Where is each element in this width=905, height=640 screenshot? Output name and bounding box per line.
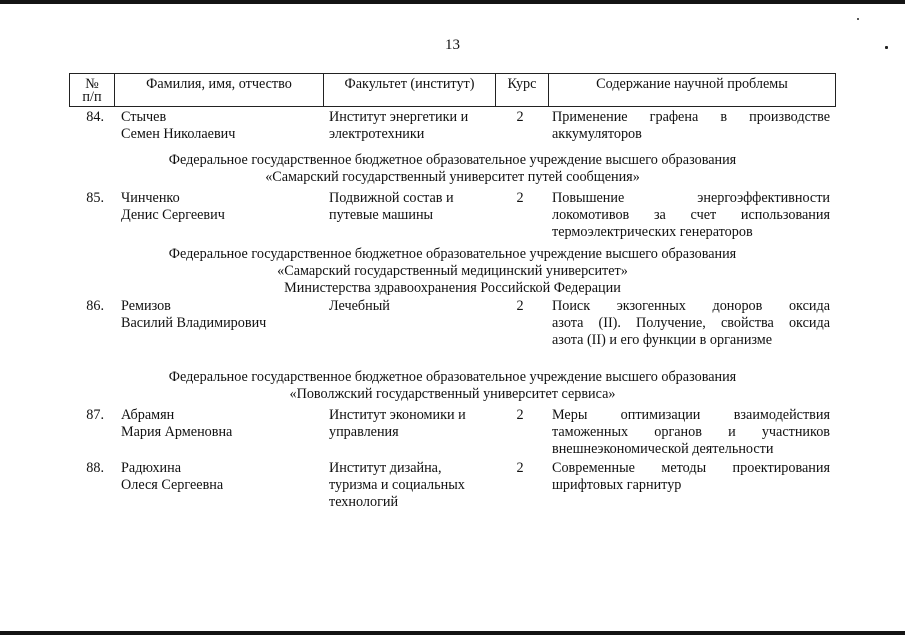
faculty-line: туризма и социальных [329,477,465,493]
student-name [121,109,235,143]
research-topic [552,190,830,241]
header-course-label: Курс [507,76,537,92]
name-line: Абрамян [121,407,175,423]
name-line: Мария Арменовна [121,424,233,440]
topic-line: Применение графена в производстве [552,109,830,125]
name-line: Денис Сергеевич [121,207,225,223]
row-number: 85. [86,190,104,206]
header-faculty-label: Факультет (институт) [344,76,475,92]
student-name [121,190,225,224]
topic-line: азота (II) и его функции в организме [552,332,773,348]
research-topic [552,109,830,143]
research-topic [552,298,830,349]
row-number: 86. [86,298,104,314]
student-name [121,298,266,332]
topic-line: Поиск экзогенных доноров оксида [552,298,830,314]
faculty [329,190,454,224]
topic-line: Современные методы проектирования [552,460,830,476]
student-name [121,407,232,441]
course: 2 [516,109,524,125]
faculty-line: Подвижной состав и [329,190,454,206]
faculty [329,109,468,143]
header-num-line-1: № [85,76,99,92]
course: 2 [516,407,524,423]
faculty-line: Институт дизайна, [329,460,442,476]
organization-line: Министерства здравоохранения Российской Федерации [284,280,621,296]
topic-line: внешнеэкономической деятельности [552,441,774,457]
name-line: Радюхина [121,460,182,476]
header-topic-label: Содержание научной проблемы [596,76,788,92]
faculty-line: технологий [329,494,399,510]
organization-line: Федеральное государственное бюджетное образовательное учреждение высшего образования [168,246,737,262]
name-line: Чинченко [121,190,180,206]
topic-line: шрифтовых гарнитур [552,477,682,493]
header-fio [115,74,324,107]
organization-line: Федеральное государственное бюджетное образовательное учреждение высшего образования [168,369,737,385]
organization-line: «Поволжский государственный университет сервиса» [289,386,616,402]
faculty-line: Лечебный [329,298,390,314]
name-line: Ремизов [121,298,171,314]
page-number: 13 [445,37,460,53]
header-course [496,74,549,107]
scan-speck [857,18,859,20]
header-fio-label: Фамилия, имя, отчество [146,76,292,92]
name-line: Стычев [121,109,167,125]
faculty [329,298,390,315]
topic-line: термоэлектрических генераторов [552,224,753,240]
student-name [121,460,223,494]
name-line: Олеся Сергеевна [121,477,224,493]
faculty-line: электротехники [329,126,425,142]
course: 2 [516,298,524,314]
topic-line: аккумуляторов [552,126,642,142]
header-num [70,74,115,107]
faculty-line: путевые машины [329,207,434,223]
faculty [329,460,465,511]
faculty [329,407,466,441]
topic-line: таможенных органов и участников [552,424,830,440]
header-topic [549,74,836,107]
topic-line: Меры оптимизации взаимодействия [552,407,830,423]
faculty-line: Институт экономики и [329,407,466,423]
course: 2 [516,190,524,206]
header-num-line-2: п/п [82,89,102,105]
faculty-line: Институт энергетики и [329,109,469,125]
faculty-line: управления [329,424,399,440]
topic-line: локомотивов за счет использования [552,207,830,223]
organization-line: «Самарский государственный медицинский университет» [277,263,628,279]
organization-heading [0,246,905,297]
course: 2 [516,460,524,476]
table-header [69,73,836,107]
topic-line: азота (II). Получение, свойства оксида [552,315,830,331]
name-line: Семен Николаевич [121,126,236,142]
organization-line: Федеральное государственное бюджетное образовательное учреждение высшего образования [168,152,737,168]
row-number: 88. [86,460,104,476]
organization-heading [0,369,905,403]
header-faculty [324,74,496,107]
research-topic [552,460,830,494]
scan-border-top [0,0,905,4]
scan-border-bottom [0,631,905,635]
organization-line: «Самарский государственный университет путей сообщения» [265,169,640,185]
name-line: Василий Владимирович [121,315,267,331]
research-topic [552,407,830,458]
row-number: 87. [86,407,104,423]
topic-line: Повышение энергоэффективности [552,190,830,206]
organization-heading [0,152,905,186]
row-number: 84. [86,109,104,125]
